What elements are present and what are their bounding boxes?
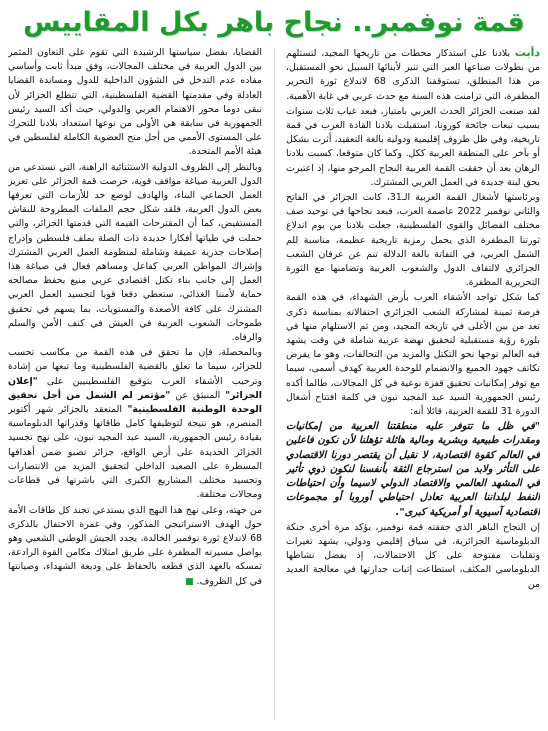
paragraph-text: من جهته، وعلى نهج هذا النهج الذي يستدعي تجند كل طاقات الأمة حول الهدف الاستراتيجي المذكور، وفي غمرة الاحتفال بالذكرى 68 لاندلاع ثورة نوفمبر الخالدة، يجدد الجيش الوطني الشعبي وهو يواصل مسيرته المظفرة على طريق امتلاك مكامن القوة الرادعة، تمسكه بالعهد الذي قطعه بالحفاظ على وديعة الشهداء، وصيانتها في كل الظروف. <box>8 504 262 587</box>
paragraph <box>8 346 262 502</box>
paragraph: كما شكل تواجد الأشقاء العرب بأرض الشهداء، في هذه القمة فرصة ثمينة لمشاركة الشعب الجزائري احتفالاته بمناسبة ذكرى تعد من بين الأغلى في تاريخه المجيد، ومن ثم الاستلهام منها في بلورة رؤية مستقبلية لتحقيق نهضة عربية شاملة في وقت يشهد فيه العالم توجها نحو التكتل والمزيد من التحالفات، وهو ما يفرض تكاتف جهود الجميع والانضمام للوحدة العربية كهدف أسمى، سيما مع توفر إمكانيات تحقيق قفزة نوعية في كل المجالات، طالما أكده رئيس الجمهورية السيد عبد المجيد تبون في كلمة افتتاح أشغال الدورة 31 للقمة العربية، قائلا أنه: <box>286 292 540 418</box>
article-headline: قمة نوفمبر.. نجاح باهر بكل المقاييس <box>23 7 525 38</box>
paragraph-text: المنعقد بالجزائر شهر أكتوبر المنصرم، هو نتيجة لتوظيفها كامل طاقاتها وقدراتها الدبلوماسية بقيادة رئيس الجمهورية، السيد عبد المجيد تبون، على نهج تجسيد الجزائر الجديدة على أرض الواقع، جزائر تصبو ضمن أهدافها المسطرة على الصعيد الداخلي لتحقيق المزيد من الانتصارات وتجسيد مختلف المشاريع الكبرى التي باشرتها في قطاعات ومجالات مختلفة. <box>8 404 262 501</box>
paragraph-text: وبالمحصلة، فإن ما تحقق في هذه القمة من مكاسب تحسب للجزائر، سيما ما تعلق بالقضية الفلسطينية وما تبعها من إشادة وترحيب الأشقاء العرب بتوقيع الفلسطينيين على <box>8 347 262 387</box>
algiers-declaration-title: "إعلان الجزائر" <box>8 375 262 401</box>
paragraph: وبالنظر إلى الظروف الدولية الاستثنائية الراهنة، التي تستدعي من الدول العربية صياغة مواقف قوية، حرصت قمة الجزائر على تعزيز العمل الجماعي البناء، والهادف لوضع حد للأزمات التي تعرفها بعض الدول العربية، فلقد شكل حجم الملفات المطروحة للنقاش المستفيض، كما أن المقترحات القيمة التي قدمتها الجزائر، والتي حملت في طياتها أفكارا جديدة ذات الصلة بملف فلسطين وإدراج إصلاحات جذرية عميقة وشاملة لمنظومة العمل العربي المشترك وإشراك المواطن العربي كفاعل ومساهم فعال في صياغة هذا العمل إلى جانب بناء تكتل اقتصادي عربي منيع يحفظ مصالحه حماية لأمننا الغذائي، ستعطي دفعا قويا لتجسيد العمل العربي المشترك على كافة الأصعدة والمستويات، بما يسهم في تحقيق طموحات الشعوب العربية في العيش في كنف الأمن والسلم والرفاه. <box>8 161 262 344</box>
paragraph: إن النجاح الباهر الذي حققته قمة نوفمبر، يؤكد مرة أخرى حنكة الدبلوماسية الجزائرية، في سياق إقليمي ودولي، يشهد تغيرات وتقلبات مفتوحة على كل الاحتمالات، إذ بفضل نشاطها الدبلوماسي المكثف، استطاعت إثبات جدارتها في معالجة العديد من <box>286 521 540 590</box>
paragraph: القضايا، بفضل سياستها الرشيدة التي تقوم على التعاون المثمر بين الدول العربية في مختلف المجالات، وفق مبدأ ثابت وأساسي مفاده عدم التدخل في الشؤون الداخلية للدول ومساندة القضايا العادلة وفي مقدمتها القضية الفلسطينية، التي تتطلع الجزائر لأن تبقى دوما محور الاهتمام العربي والدولي، حيث أكد السيد رئيس الجمهورية في سابقة هي الأولى من نوعها استعداد بلادنا للتحرك على المستوى الأممي من أجل منح العضوية الكاملة لفلسطين في هيئة الأمم المتحدة. <box>8 47 262 158</box>
end-of-article-icon: ■ <box>185 576 194 587</box>
lead-word: دأبت <box>514 46 540 59</box>
column-divider <box>274 48 275 720</box>
article-column-right <box>286 46 540 722</box>
paragraph <box>8 504 262 589</box>
conference-title: "مؤتمر لم الشمل من أجل تحقيق الوحدة الوطنية الفلسطينية" <box>8 389 262 416</box>
paragraph <box>286 46 540 104</box>
article-column-left <box>8 46 262 722</box>
paragraph-text: المنبثق عن <box>175 389 221 401</box>
paragraph: لقد صنعت الجزائر الحدث العربي بامتياز، فبعد غياب ثلاث سنوات بسبب تبعات جائحة كورونا، استقبلت بلادنا القادة العرب في قمة تاريخية، وفي ظل ظروف إقليمية ودولية بالغة التعقيد، أثرت بشكل أو بآخر على المنطقة العربية ككل. وكما كان متوقعا، كسبت بلادنا الرهان بعد أن حققت القمة العربية النجاح المرجو منها، إذ اعتبرت بحق لبنة جديدة في العمل العربي المشترك. <box>286 105 540 188</box>
paragraph: وبرئاستها لأشغال القمة العربية الـ31، كانت الجزائر في الفاتح والثاني نوفمبر 2022 عاصمة العرب، فبعد نجاحها في توحيد صف مختلف الفصائل والقوى الفلسطينية، جعلت بلادنا من يوم اندلاع ثورتنا المظفرة الذي يحمل رمزية تاريخية عظيمة، مناسبة للم الشمل العربي، في التفاتة بالغة الدلالة تنم عن عرفان الشعب الجزائري لالتفاف الدول والشعوب العربية وتضامنها مع الثورة التحريرية المظفرة. <box>286 192 540 289</box>
paragraph-text: بلادنا على استذكار محطات من تاريخها المجيد، لتستلهم من بطولات صناعها العبر التي تنير لأبنائها السبيل نحو المستقبل، من هذا المنطلق، تستوقفنا الذكرى 68 لاندلاع ثورة التحرير المظفرة، التي تزامنت هذه السنة مع حدث عربي في غاية الأهمية. <box>286 48 540 102</box>
president-quote: "في ظل ما تتوفر عليه منطقتنا العربية من إمكانيات ومقدرات طبيعية وبشرية ومالية هائلة تؤهلنا لأن نكون فاعلين في العالم كقوة اقتصادية، لا نقبل أن يقتصر دورنا الاقتصادي على التأثر ولابد من استرجاع الثقة بأنفسنا لنكون ذوي تأثير في المشهد العالمي والاقتصاد الدولي لاسيما وأن احتياطات النفط لبلداننا العربية تعادل احتياطي أوروبا أو مجموعات اقتصادية آسيوية أو أمريكية كبرى". <box>286 421 540 518</box>
